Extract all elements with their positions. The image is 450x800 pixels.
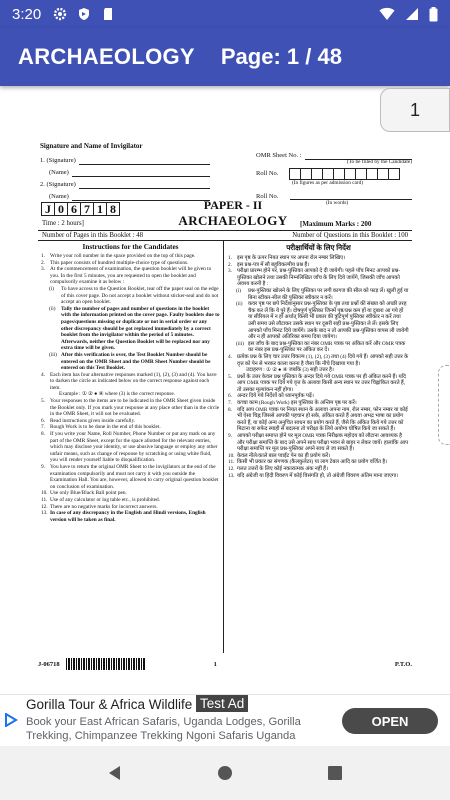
instruction-text: आपको परीक्षा समाप्त होने पर मूल OMR पत्रक निरीक्षक महोदय को लौटाना आवश्यक है और परीक्षा समाप्ति के बाद उसे अपने साथ परीक्षा भवन से बाहर न लेकर जायें। हालांकि आप परीक्षा समाप्ति पर मूल प्रश्न-पुस्तिका अपने साथ ले जा सकते हैं। — [237, 433, 409, 453]
instruction-number: 4. — [41, 371, 45, 378]
instruction-item — [41, 266, 220, 286]
booklet-counts — [38, 230, 412, 241]
instruction-text: If you write your Name, Roll Number, Phone Number or put any mark on any part of the OMR Sheet, except for the space allotted for the relevant entries, which may disclose your identity, or use abusive language or employ any other unfair means, such as change of response by scratching or using white fluid, you will render yourself liable to disqualification. — [50, 431, 218, 464]
ad-title[interactable]: Gorilla Tour & Africa Wildlife — [26, 697, 193, 712]
instruction-item — [41, 431, 220, 464]
page-footer — [38, 657, 412, 671]
instruction-item — [228, 354, 409, 367]
instruction-number: 13. — [228, 472, 235, 479]
instruction-text: Use only Blue/Black Ball point pen. — [50, 490, 127, 497]
instruction-text: Tally the number of pages and number of questions in the booklet with the information printed on the cover page. Faulty booklets due to pages/questions missing or duplicate or not in serial order or any other discrepancy should be got replaced immediately by a correct booklet from the invigilator within the period of 5 minutes. Afterwards, neither the Question Booklet will be replaced nor any extra time will be given. — [61, 305, 220, 352]
instruction-item — [228, 433, 409, 453]
instruction-number: 11. — [228, 459, 235, 466]
instruction-number: (i) — [236, 287, 241, 294]
instruction-text: गलत उत्तरों के लिए कोई नकारात्मक अंक नहीं हैं। — [237, 466, 328, 472]
sig-row-label: (Name) — [49, 169, 69, 176]
num-pages: Number of Pages in this Booklet : 48 — [42, 232, 144, 239]
time-allowed: Time : 2 hours] — [42, 220, 84, 227]
instruction-item — [228, 255, 409, 262]
page-indicator: Page: 1 / 48 — [220, 44, 342, 69]
instruction-item — [41, 510, 220, 523]
instructions-list — [41, 253, 220, 523]
instruction-item — [228, 473, 409, 480]
signature-title: Signature and Name of Invigilator — [40, 142, 143, 150]
instruction-number — [50, 391, 59, 398]
instruction-text: Your responses to the items are to be indicated in the OMR Sheet given inside the Booklet only. If you mark your response at any place other than in the circle in the OMR Sheet, it will not be evaluated. — [50, 398, 220, 418]
instruction-text: केवल नीले/काले बाल प्वाईंट पेन का ही प्रयोग करें। — [237, 452, 331, 459]
paper-number: PAPER - II — [203, 198, 263, 212]
instruction-number: (ii) — [49, 305, 56, 312]
instruction-text: Use of any calculator or log table etc., is prohibited. — [50, 496, 161, 503]
instruction-number: 5. — [228, 373, 232, 380]
instruction-item — [228, 466, 409, 473]
instruction-number — [237, 367, 246, 374]
instruction-number: 6. — [41, 417, 45, 424]
wifi-icon — [379, 7, 395, 21]
instruction-item — [41, 464, 220, 490]
instruction-text: इस प्रश्न-पत्र में सौ बहुविकल्पीय प्रश्न हैं। — [237, 261, 310, 268]
instruction-item — [41, 398, 220, 418]
page-number-input[interactable]: 1 — [380, 88, 450, 132]
instruction-item — [228, 407, 409, 433]
navigation-bar — [0, 746, 450, 800]
shield-icon — [77, 7, 91, 21]
ad-badge: Test Ad — [196, 695, 248, 712]
app-title: ARCHAEOLOGY — [18, 44, 195, 69]
instruction-number: 8. — [228, 406, 232, 413]
instruction-number: 6. — [228, 393, 232, 400]
instruction-item — [228, 288, 409, 301]
instruction-text: कवर पृष्ठ पर छपे निर्देशानुसार प्रश्न-पुस्तिका के पृष्ठ तथा प्रश्नों की संख्या को अच्छी तरह चैक कर लें कि ये पूरे हैं। दोषपूर्ण पुस्तिका जिनमें पृष्ठ/प्रश्न कम हों या दुबारा आ गये हों या सीरियल में न हों अर्थात् किसी भी प्रकार की त्रुटिपूर्ण पुस्तिका स्वीकार न करें तथा उसी समय उसे लौटाकर उसके स्थान पर दूसरी सही प्रश्न-पुस्तिका ले लें। इसके लिए आपको पाँच मिनट दिये जायेंगे। उसके बाद न तो आपकी प्रश्न-पुस्तिका वापस ली जायेगी और न ही आपको अतिरिक्त समय दिया जायेगा। — [248, 301, 409, 341]
booklet-code — [42, 202, 120, 216]
instruction-item — [228, 400, 409, 407]
instruction-text: अन्दर दिये गये निर्देशों को ध्यानपूर्वक पढ़ें। — [237, 393, 314, 400]
instruction-text: After this verification is over, the Test Booklet Number should be entered on the OMR Sheet and the OMR Sheet Number should be entered on this Test Booklet. — [61, 351, 211, 372]
instruction-text: Each item has four alternative responses marked (1), (2), (3) and (4). You have to darken the circle as indicated below on the correct response against each item. — [50, 371, 217, 391]
instruction-number: 5. — [41, 398, 45, 405]
num-questions: Number of Questions in this Booklet : 100 — [292, 232, 408, 239]
instruction-number: 10. — [228, 452, 235, 459]
instruction-item — [41, 372, 220, 392]
footer-pto: P.T.O. — [394, 660, 412, 668]
sig-row-label: 2. (Signature) — [40, 181, 76, 188]
pdf-page[interactable] — [38, 138, 412, 682]
instruction-text: प्रश्नों के उत्तर केवल प्रश्न पुस्तिका के अन्दर दिये गये OMR पत्रक पर ही अंकित करने हैं। यदि आप OMR पत्रक पर दिये गये वृत्त के अलावा किसी अन्य स्थान पर उत्तर चिह्नांकित करते हैं, तो उसका मूल्यांकन नहीं होगा। — [237, 373, 406, 393]
instruction-text: You have to return the original OMR Sheet to the invigilators at the end of the examination compulsorily and must not carry it with you outside the Examination Hall. You are, however, allowed to carry original question booklet on conclusion of examination. — [50, 464, 219, 490]
instruction-number: 12. — [41, 503, 48, 510]
settings-icon — [53, 7, 67, 21]
code-char: 7 — [80, 202, 94, 216]
signal-icon — [405, 7, 419, 21]
instruction-text: प्रश्न-पुस्तिका खोलने के लिए पुस्तिका पर लगी कागज की सील को फाड़ लें। खुली हुई या बिना स्टीकर-सील की पुस्तिका स्वीकार न करें। — [248, 287, 409, 301]
instruction-number: 10. — [41, 490, 48, 497]
status-time: 3:20 — [12, 5, 42, 23]
instruction-number: 1. — [228, 255, 232, 261]
paper-title-block — [158, 198, 308, 229]
instruction-text: किसी भी प्रकार का संगणक (कैलकुलेटर) या लाग टेबल आदि का प्रयोग वर्जित है। — [237, 459, 388, 466]
instruction-number: 2. — [228, 261, 232, 268]
code-char: J — [41, 202, 55, 216]
ad-choices-icon[interactable] — [4, 713, 18, 727]
barcode-icon — [66, 658, 146, 670]
instruction-text: Write your roll number in the space provided on the top of this page. — [50, 253, 196, 259]
instruction-text: यदि आप OMR पत्रक पर नियत स्थान के अलावा अपना नाम, रोल नम्बर, फोन नम्बर या कोई भी ऐसा चिह्न जिससे आपकी पहचान हो सके, अंकित करते हैं अथवा अभद्र भाषा का प्रयोग करते हैं, या कोई अन्य अनुचित साधन का प्रयोग करते हैं, जैसे कि अंकित किये गये उत्तर को मिटाना या सफेद स्याही से बदलना तो परीक्षा के लिये अयोग्य घोषित किये जा सकते हैं। — [237, 406, 408, 433]
roll-words-label: Roll No. — [256, 192, 279, 200]
omr-note: (To be filled by the Candidate) — [346, 159, 412, 165]
instruction-item — [41, 352, 220, 372]
drag-handle[interactable] — [438, 365, 450, 445]
instruction-text: This paper consists of hundred multiple-choice type of questions. — [50, 259, 189, 266]
instruction-item — [228, 268, 409, 288]
instruction-number: 12. — [228, 466, 235, 472]
status-bar — [0, 0, 450, 28]
sd-card-icon — [101, 7, 115, 21]
invigilator-signature-block — [40, 142, 210, 201]
recents-icon[interactable] — [326, 764, 344, 782]
battery-icon — [429, 7, 438, 22]
code-char: 6 — [67, 202, 81, 216]
paper-subject: ARCHAEOLOGY — [178, 213, 288, 228]
app-bar — [0, 28, 450, 86]
instruction-item — [41, 391, 220, 398]
instruction-number: 7. — [41, 424, 45, 431]
instructions-heading: Instructions for the Candidates — [82, 243, 179, 251]
instruction-number: (iii) — [236, 340, 244, 347]
instruction-text: Example : ① ② ● ④ where (3) is the correct response. — [59, 391, 175, 398]
code-char: 0 — [54, 202, 68, 216]
instruction-number: (i) — [49, 285, 54, 292]
instruction-item — [41, 504, 220, 511]
instruction-number: 11. — [41, 496, 48, 503]
roll-number-boxes — [290, 168, 400, 180]
instruction-item — [228, 459, 409, 466]
instruction-number: 3. — [41, 266, 45, 273]
instruction-number: 13. — [41, 510, 48, 517]
sig-row-label: 1. (Signature) — [40, 157, 76, 164]
instruction-item — [41, 253, 220, 260]
instruction-text: In case of any discrepancy in the English and Hindi versions, English version will be taken as final. — [50, 510, 206, 523]
instruction-number: 3. — [228, 268, 232, 275]
instruction-number: 2. — [41, 259, 45, 266]
home-icon[interactable] — [216, 764, 234, 782]
instruction-item — [228, 374, 409, 394]
instruction-text: There are no negative marks for incorrect answers. — [50, 503, 158, 510]
instruction-text: इस पृष्ठ के ऊपर नियत स्थान पर अपना रोल नम्बर लिखिए। — [237, 255, 346, 261]
instruction-number: (iii) — [49, 351, 57, 358]
instruction-number: 8. — [41, 431, 45, 438]
instruction-text: यदि अंग्रेजी या हिंदी विवरण में कोई विसंगति हो, तो अंग्रेजी विवरण अंतिम माना जाएगा। — [237, 472, 399, 479]
instruction-number: 1. — [41, 253, 45, 259]
instruction-number: 4. — [228, 353, 232, 360]
instruction-text: At the commencement of examination, the question booklet will be given to you. In the first 5 minutes, you are requested to open the booklet and compulsorily examine it as below : — [50, 266, 212, 286]
omr-label: OMR Sheet No. : — [256, 152, 302, 159]
instructions-list-hindi — [228, 255, 409, 479]
roll-label: Roll No. — [256, 170, 279, 178]
instructions-heading-hindi: परीक्षार्थियों के लिए निर्देश — [286, 244, 351, 252]
instruction-item — [228, 367, 409, 374]
instruction-text: To have access to the Question Booklet, tear off the paper seal on the edge of this cover page. Do not accept a booklet without sticker-seal and do not accept an open booklet. — [61, 285, 219, 306]
sig-row-label: (Name) — [49, 193, 69, 200]
back-icon[interactable] — [106, 764, 124, 782]
max-marks: [Maximum Marks : 200 — [300, 220, 372, 228]
instruction-number: 7. — [228, 400, 232, 407]
instruction-item — [228, 341, 409, 354]
instruction-text: Rough Work is to be done in the end of this booklet. — [50, 424, 161, 431]
instruction-text: उदाहरण : ① ② ● ④ जबकि (3) सही उत्तर है। — [246, 367, 334, 374]
roll-note: (In figures as per admission card) — [292, 179, 364, 186]
instruction-item — [228, 301, 409, 341]
instructions-hindi — [225, 241, 412, 653]
instruction-item — [41, 286, 220, 306]
instruction-text: परीक्षा प्रारम्भ होने पर, प्रश्न-पुस्तिका आपको दे दी जायेगी। पहले पाँच मिनट आपको प्रश्न-पुस्तिका खोलने तथा उसकी निम्नलिखित जाँच के लिए दिये जायेंगे, जिसकी जाँच आपको अवश्य करनी है : — [237, 268, 401, 288]
ad-open-button[interactable]: OPEN — [342, 708, 438, 734]
instruction-item — [41, 490, 220, 497]
instruction-number: 9. — [41, 464, 45, 470]
footer-code: J-06718 — [38, 660, 60, 668]
roll-words-note: (In words) — [326, 200, 349, 207]
footer-page-number: 1 — [213, 660, 217, 668]
instruction-text: प्रत्येक प्रश्न के लिए चार उत्तर विकल्प (1), (2), (3) तथा (4) दिये गये हैं। आपको सही उत्तर के वृत्त को पेन से भरकर काला करना है जैसा कि नीचे दिखाया गया है। — [237, 353, 409, 367]
ad-description[interactable]: Book your East African Safaris, Uganda Lodges, Gorilla Trekking, Chimpanzee Trekking Ngoni Safaris Uganda — [26, 716, 301, 742]
instruction-item — [41, 306, 220, 352]
ad-banner[interactable] — [0, 694, 450, 746]
instruction-text: कच्चा काम (Rough Work) इस पुस्तिका के अन्तिम पृष्ठ पर करें। — [237, 400, 357, 407]
instruction-text: इस जाँच के बाद प्रश्न-पुस्तिका का नंबर OMR पत्रक पर अंकित करें और OMR पत्रक का नंबर इस प्रश्न-पुस्तिका पर अंकित कर दें। — [248, 340, 406, 354]
code-char: 8 — [106, 202, 120, 216]
instructions-english — [38, 241, 224, 653]
instruction-number: (ii) — [236, 301, 243, 308]
instruction-number: 9. — [228, 433, 232, 440]
code-char: 1 — [93, 202, 107, 216]
instruction-text: Read instructions given inside carefully. — [50, 417, 136, 424]
instruction-item — [41, 497, 220, 504]
